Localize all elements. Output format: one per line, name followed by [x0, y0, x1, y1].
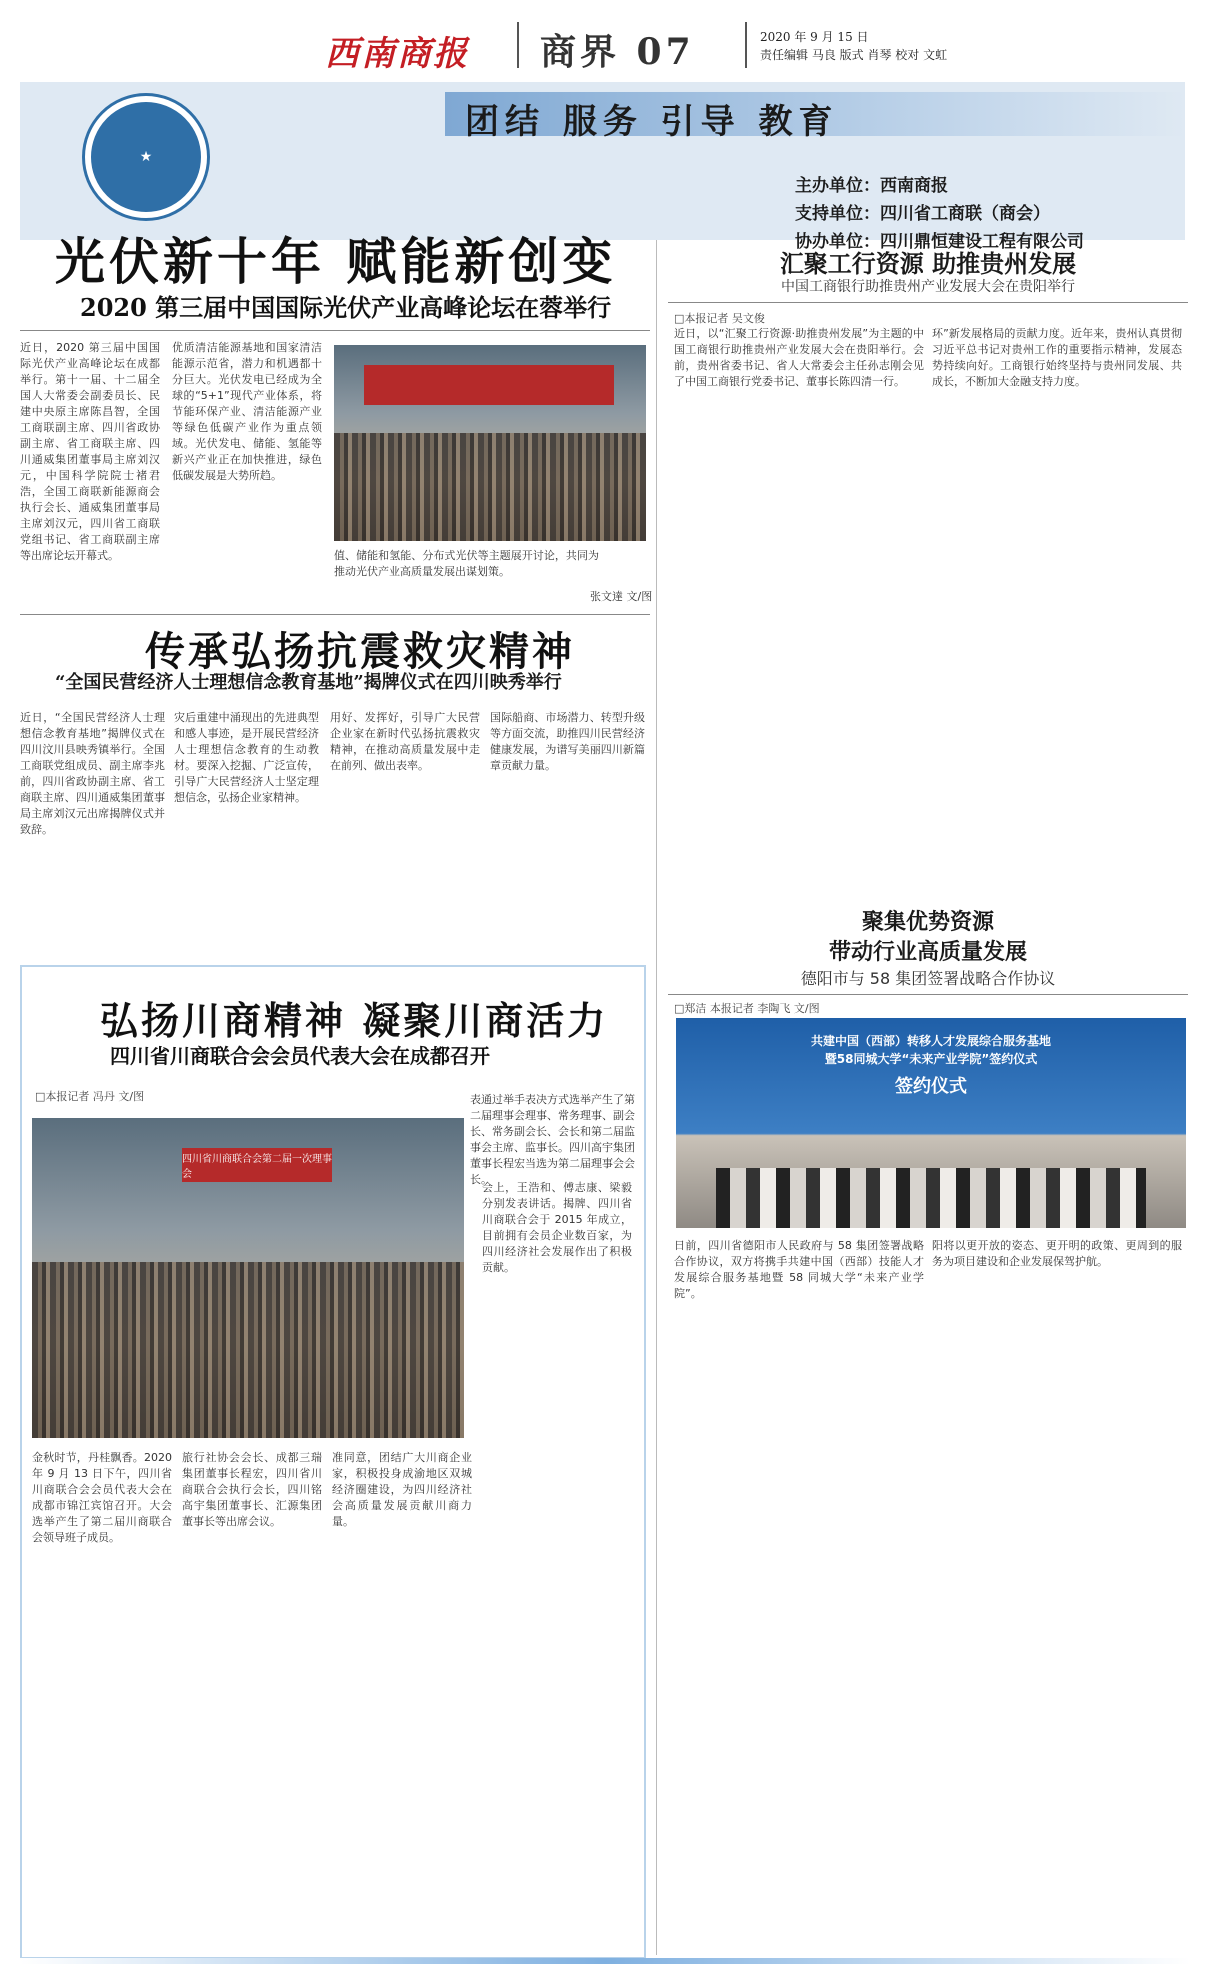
rule [20, 614, 650, 615]
rule [668, 302, 1188, 303]
article3-column-3: 准同意，团结广大川商企业家，积极投身成渝地区双城经济圈建设，为四川经济社会高质量发展贡献川商力量。 [332, 1451, 472, 1528]
rule [668, 994, 1188, 995]
article4-column-1: 近日，以“汇聚工行资源·助推贵州发展”为主题的中国工商银行助推贵州产业发展大会在贵阳举行。会前，贵州省委书记、省人大常委会主任孙志刚会见了中国工商银行党委书记、董事长陈四清一行。 [674, 327, 924, 388]
article1-title: 光伏新十年 赋能新创变 [55, 232, 617, 291]
article5-column-1: 日前，四川省德阳市人民政府与 58 集团签署战略合作协议，双方将携手共建中国（西部）技能人才发展综合服务基地暨 58 同城大学“未来产业学院”。 [674, 1239, 924, 1300]
article3-column-4: 会上，王浩和、傅志康、梁毅分别发表讲话。揭牌、四川省川商联合会于 2015 年成立，目前拥有会员企业数百家，为四川经济社会发展作出了积极贡献。 [482, 1181, 632, 1274]
newspaper-brand: 西南商报 [325, 34, 469, 74]
sponsor-co: 协办单位：四川鼎恒建设工程有限公司 [795, 232, 1084, 252]
article1-column-2: 优质清洁能源基地和国家清洁能源示范省，潜力和机遇都十分巨大。光伏发电已经成为全球的“5+1”现代产业体系，将节能环保产业、清洁能源产业等绿色低碳产业作为重点领域。光伏发电、储能、氢能等新兴产业正在加快推进，绿色低碳发展是大势所趋。 [172, 341, 322, 482]
masthead [0, 0, 1210, 80]
article1-credit: 张文達 文/图 [590, 590, 653, 603]
signing-photo [676, 1018, 1186, 1228]
article2-column-2: 灾后重建中涌现出的先进典型和感人事迹，是开展民营经济人士理想信念教育的生动教材。要深入挖掘、广泛宣传，引导广大民营经济人士坚定理想信念，弘扬企业家精神。 [174, 711, 319, 804]
article4-subtitle: 中国工商银行助推贵州产业发展大会在贵阳举行 [781, 279, 1075, 295]
article3-subtitle: 四川省川商联合会会员代表大会在成都召开 [110, 1044, 490, 1068]
article3-intro: 表通过举手表决方式选举产生了第二届理事会理事、常务理事、副会长、常务副会长、会长和第二届监事会主席、监事长。四川高宇集团董事长程宏当选为第二届理事会会长。 [470, 1093, 635, 1186]
congress-photo [32, 1118, 464, 1438]
sponsor-support: 支持单位：四川省工商联（商会） [795, 204, 1050, 224]
forum-photo [334, 345, 646, 541]
article2-subtitle: “全国民营经济人士理想信念教育基地”揭牌仪式在四川映秀举行 [55, 672, 562, 693]
article4-title: 汇聚工行资源 助推贵州发展 [779, 249, 1077, 278]
article3-byline: □本报记者 冯丹 文/图 [35, 1090, 145, 1103]
signing-banner-line2: 暨58同城大学“未来产业学院”签约仪式 [824, 1052, 1038, 1066]
article1-column-1: 近日，2020 第三届中国国际光伏产业高峰论坛在成都举行。第十一届、十二届全国人大常委会副委员长、民建中央原主席陈昌智，全国工商联副主席、四川省政协副主席、省工商联主席、四川通威集团董事局主席刘汉元，中国科学院院士褚君浩，全国工商联新能源商会执行会长、通威集团董事局主席刘汉元，四川省工商联党组书记、省工商联副主席等出席论坛开幕式。 [20, 341, 160, 562]
issue-meta [760, 28, 947, 64]
column-separator [656, 240, 657, 1955]
article2-column-1: 近日，“全国民营经济人士理想信念教育基地”揭牌仪式在四川汶川县映秀镇举行。全国工商联党组成员、副主席李兆前，四川省政协副主席、省工商联主席、四川通威集团董事局主席刘汉元出席揭牌仪式并致辞。 [20, 711, 165, 836]
article2-column-4: 国际船商、市场潜力、转型升级等方面交流，助推四川民营经济健康发展，为谱写美丽四川新篇章贡献力量。 [490, 711, 645, 772]
photo-banner-text: 四川省川商联合会第二届一次理事会 [182, 1154, 332, 1180]
divider [517, 22, 519, 68]
article2-title: 传承弘扬抗震救灾精神 [145, 628, 575, 675]
article4-byline: □本报记者 吴文俊 [674, 312, 765, 325]
sponsor-host: 主办单位：西南商报 [795, 176, 948, 196]
signing-banner-title: 签约仪式 [895, 1076, 967, 1097]
article5-title-line1: 聚集优势资源 [861, 909, 994, 935]
article4-column-2: 环”新发展格局的贡献力度。近年来，贵州认真贯彻习近平总书记对贵州工作的重要指示精神，发展态势持续向好。工商银行始终坚持与贵州同发展、共成长，不断加大金融支持力度。 [932, 327, 1182, 388]
article3-title: 弘扬川商精神 凝聚川商活力 [100, 998, 609, 1043]
banner-slogan: 团结 服务 引导 教育 [465, 102, 839, 142]
article1-column-3: 值、储能和氢能、分布式光伏等主题展开讨论，共同为推动光伏产业高质量发展出谋划策。 [334, 549, 599, 578]
article1-subtitle: 2020 第三届中国国际光伏产业高峰论坛在蓉举行 [80, 293, 612, 322]
article5-title-line2: 带动行业高质量发展 [828, 939, 1027, 965]
editor-credits: 责任编辑 马良 版式 肖琴 校对 文虹 [760, 48, 948, 62]
footer-band [20, 1958, 1190, 1964]
column-banner [20, 82, 1185, 252]
issue-date: 2020 年 9 月 15 日 [760, 30, 869, 44]
signing-banner-line1: 共建中国（西部）转移人才发展综合服务基地 [810, 1034, 1051, 1048]
article2-column-3: 用好、发挥好，引导广大民营企业家在新时代弘扬抗震救灾精神，在推动高质量发展中走在前列、做出表率。 [330, 711, 480, 772]
rule [20, 330, 650, 331]
article5-column-2: 阳将以更开放的姿态、更开明的政策、更周到的服务为项目建设和企业发展保驾护航。 [932, 1239, 1182, 1268]
article3-column-2: 旅行社协会会长、成都三瑞集团董事长程宏，四川省川商联合会执行会长，四川铭高宇集团董事长、汇源集团董事长等出席会议。 [182, 1451, 322, 1528]
association-logo-icon: ★ [85, 96, 207, 218]
article5-byline: □郑洁 本报记者 李陶飞 文/图 [674, 1002, 820, 1015]
article3-column-1: 金秋时节，丹桂飘香。2020 年 9 月 13 日下午，四川省川商联合会会员代表大会在成都市锦江宾馆召开。大会选举产生了第二届川商联合会领导班子成员。 [32, 1451, 172, 1544]
signing-people [716, 1168, 1146, 1228]
divider [745, 22, 747, 68]
article5-subtitle: 德阳市与 58 集团签署战略合作协议 [800, 969, 1056, 988]
section-title: 商界 07 [540, 31, 695, 73]
